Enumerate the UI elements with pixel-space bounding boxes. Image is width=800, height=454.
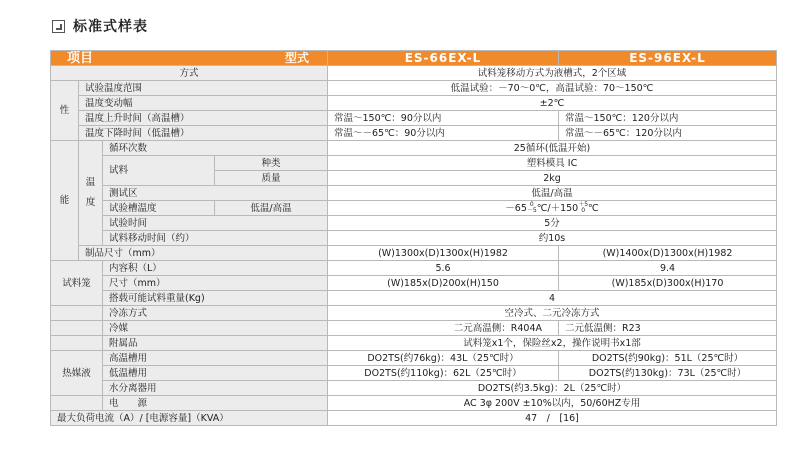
row-value-a: (W)185x(D)200x(H)150 [328,276,559,291]
checkbox-arrow-icon [52,20,65,33]
table-row [51,216,777,231]
table-row [51,276,777,291]
row-value-a: 常温～－65℃：90分以内 [328,126,559,141]
row-value: 47 / [16] [328,411,777,426]
row-value: 4 [328,291,777,306]
section-title [52,16,148,36]
row-label: 水分离器用 [103,381,328,396]
row-label: 试验槽温度 [103,201,215,216]
spec-table [50,50,777,426]
row-value-b: DO2TS(约90kg)：51L（25℃时） [559,351,777,366]
row-label: 测试区 [103,186,328,201]
table-row [51,411,777,426]
group-temperature: 温 度 [79,141,103,246]
row-label: 最大负荷电流（A）/ [电源容量]（KVA） [51,411,328,426]
table-row [51,156,777,171]
row-value-a: 二元高温侧：R404A [328,321,559,336]
row-value-b: (W)185x(D)300x(H)170 [559,276,777,291]
row-value-b: 常温～－65℃：120分以内 [559,126,777,141]
table-row [51,396,777,411]
table-row [51,231,777,246]
row-label: 内容积（L） [103,261,328,276]
table-row [51,291,777,306]
table-row [51,246,777,261]
table-row [51,66,777,81]
table-row [51,186,777,201]
group-sample-basket: 试料笼 [51,261,103,306]
item-header: 项目 型式 [51,51,328,66]
row-label: 尺寸（mm） [103,276,328,291]
row-label: 冷媒 [103,321,328,336]
row-label: 温度下降时间（低温槽） [79,126,328,141]
sub-label: 质量 [215,171,328,186]
row-value-b: 二元低温侧：R23 [559,321,777,336]
row-value: 25循环(低温开始) [328,141,777,156]
page-title: 标准式样表 [73,19,148,35]
row-label: 试验温度范围 [79,81,328,96]
row-value-a: 5.6 [328,261,559,276]
group-performance-a: 性 [51,81,79,141]
row-value: 2kg [328,171,777,186]
group-heat-medium: 热媒液 [51,351,103,396]
table-row [51,126,777,141]
row-value: －65 0 －5℃/＋150＋5 0 ℃ [328,201,777,216]
type-header: 型式 [284,51,309,65]
row-label: 制品尺寸（mm） [79,246,328,261]
row-value: 低温/高温 [328,186,777,201]
row-label: 试验时间 [103,216,328,231]
table-row [51,306,777,321]
table-row [51,351,777,366]
row-value: ±2℃ [328,96,777,111]
row-label: 冷冻方式 [103,306,328,321]
row-value: AC 3φ 200V ±10%以内，50/60HZ专用 [328,396,777,411]
sub-label: 低温/高温 [215,201,328,216]
table-row [51,261,777,276]
table-row [51,96,777,111]
row-label: 试料移动时间（约） [103,231,328,246]
row-value: 约10s [328,231,777,246]
model-a-header: ES-66EX-L [328,51,559,66]
row-value-b: DO2TS(约130kg)：73L（25℃时） [559,366,777,381]
table-header-row [51,51,777,66]
row-label: 低温槽用 [103,366,328,381]
row-label: 方式 [51,66,328,81]
table-row [51,141,777,156]
row-value: 塑料模具 IC [328,156,777,171]
table-row [51,111,777,126]
table-row [51,366,777,381]
group-performance-b: 能 [51,141,79,261]
row-label: 附属品 [103,336,328,351]
row-value: 试料笼x1个，保险丝x2，操作说明书x1部 [328,336,777,351]
row-value-a: 常温～150℃：90分以内 [328,111,559,126]
sub-label: 种类 [215,156,328,171]
row-value-b: 9.4 [559,261,777,276]
row-label: 高温槽用 [103,351,328,366]
model-b-header: ES-96EX-L [559,51,777,66]
row-label: 循环次数 [103,141,328,156]
table-row [51,321,777,336]
row-label: 温度上升时间（高温槽） [79,111,328,126]
table-row [51,381,777,396]
row-value: 5分 [328,216,777,231]
table-row [51,336,777,351]
row-value: 试料笼移动方式为液槽式，2个区域 [328,66,777,81]
row-value-b: 常温～150℃：120分以内 [559,111,777,126]
row-value-a: (W)1300x(D)1300x(H)1982 [328,246,559,261]
row-value-a: DO2TS(约110kg)：62L（25℃时） [328,366,559,381]
table-row [51,81,777,96]
row-value: DO2TS(约3.5kg)：2L（25℃时） [328,381,777,396]
row-label: 试料 [103,156,215,186]
row-label: 温度变动幅 [79,96,328,111]
row-label: 电 源 [103,396,328,411]
row-label: 搭载可能试料重量(Kg) [103,291,328,306]
row-value: 低温试验：－70～0℃，高温试验：70～150℃ [328,81,777,96]
row-value-b: (W)1400x(D)1300x(H)1982 [559,246,777,261]
row-value-a: DO2TS(约76kg)：43L（25℃时） [328,351,559,366]
row-value: 空冷式、二元冷冻方式 [328,306,777,321]
table-row [51,201,777,216]
